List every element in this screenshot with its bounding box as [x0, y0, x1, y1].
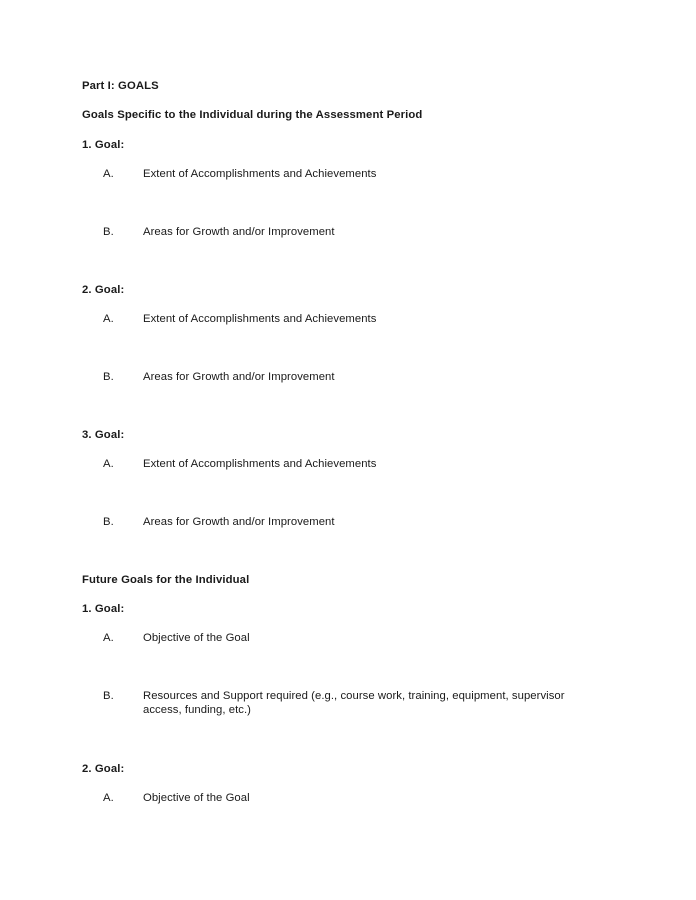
subitem-text: Extent of Accomplishments and Achievements	[143, 458, 377, 470]
subitem-marker: B.	[103, 689, 114, 702]
subitem-marker: A.	[103, 313, 114, 325]
future-goal-label-1: 1. Goal:	[82, 603, 125, 615]
subitem-marker: B.	[103, 370, 114, 383]
section-heading-future-goals: Future Goals for the Individual	[82, 574, 250, 586]
subitem-marker: A.	[103, 168, 114, 180]
subitem-marker: A.	[103, 791, 114, 804]
subitem-marker: A.	[103, 458, 114, 470]
subitem-text: Areas for Growth and/or Improvement	[143, 515, 335, 528]
document-body	[82, 79, 587, 805]
goal-label-1: 1. Goal:	[82, 139, 125, 151]
section-heading-assessment-period: Goals Specific to the Individual during the Assessment Period	[82, 109, 423, 121]
subitem-text: Objective of the Goal	[143, 632, 250, 644]
subitem-text: Extent of Accomplishments and Achievements	[143, 313, 377, 325]
goal-subitem	[103, 457, 587, 472]
subitem-text: Extent of Accomplishments and Achievements	[143, 168, 377, 180]
subitem-marker: B.	[103, 225, 114, 238]
subitem-text: Resources and Support required (e.g., course work, training, equipment, supervisor access, funding, etc.)	[143, 689, 565, 716]
goal-subitem	[103, 791, 587, 806]
goal-label-3: 3. Goal:	[82, 429, 125, 441]
subitem-text: Areas for Growth and/or Improvement	[143, 370, 335, 383]
goal-subitem	[103, 689, 587, 718]
future-goal-label-2: 2. Goal:	[82, 762, 125, 775]
goal-subitem	[103, 515, 587, 530]
subitem-marker: A.	[103, 632, 114, 644]
goal-subitem	[103, 167, 587, 182]
subitem-text: Objective of the Goal	[143, 791, 250, 804]
goal-label-2: 2. Goal:	[82, 284, 125, 296]
goal-subitem	[103, 312, 587, 327]
goal-subitem	[103, 370, 587, 385]
subitem-marker: B.	[103, 515, 114, 528]
goal-subitem	[103, 225, 587, 240]
part-title: Part I: GOALS	[82, 80, 159, 92]
goal-subitem	[103, 631, 587, 646]
subitem-text: Areas for Growth and/or Improvement	[143, 225, 335, 238]
